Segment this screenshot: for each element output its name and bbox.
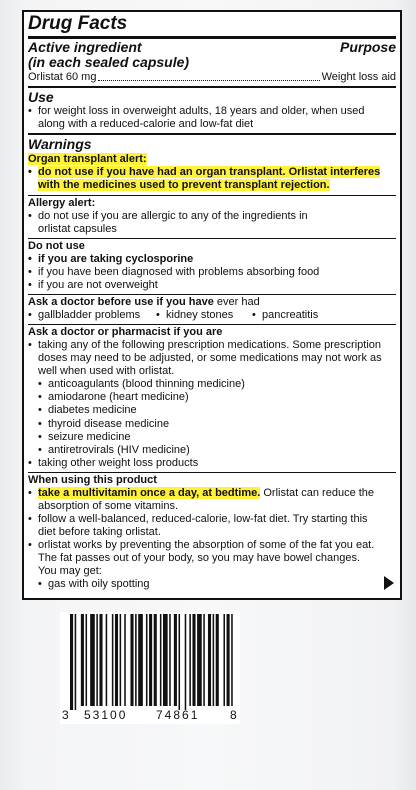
barcode-bar [130,614,133,706]
other-products-item: • taking other weight loss products [28,457,396,470]
barcode-bar [185,614,187,710]
barcode-bar [96,614,98,706]
do-not-use-item: • if you are not overweight [28,279,396,292]
barcode-bar [90,614,95,706]
barcode-bar [75,614,77,710]
barcode-bar [135,614,137,706]
works-item: • orlistat works by preventing the absorption of some of the fat you eat. The fat passes out of your body, so you may have bowel changes. You may get: [28,539,396,578]
barcode-bar [227,614,230,706]
barcode-bar [216,614,219,706]
purpose-heading: Purpose [339,39,396,55]
condition-item: • kidney stones [156,309,252,322]
medication-item: • seizure medicine [28,431,396,444]
barcode-bar [189,614,191,706]
barcode-bar [154,614,157,706]
dot-leader [98,80,319,81]
barcode-bar [149,614,152,706]
barcode-bar [192,614,195,706]
do-not-use-heading: Do not use [28,240,85,252]
effect-item: • gas with oily spotting [28,578,396,591]
barcode-bar [115,614,118,706]
do-not-use-item: • if you are taking cyclosporine [28,253,396,266]
barcode-bar [197,614,202,706]
when-using-heading: When using this product [28,474,157,487]
active-ingredient-heading: Active ingredient (in each sealed capsule) [28,39,190,70]
medication-item: • antiretrovirals (HIV medicine) [28,444,396,457]
ingredient-name: Orlistat 60 mg [28,71,97,83]
ask-pharmacist-intro: • taking any of the following prescription medications. Some prescription doses may need to be adjusted, or some medications may not work as well when used with orlistat. [28,339,396,378]
medication-item: • diabetes medicine [28,404,396,417]
barcode [60,612,240,724]
do-not-use-item: • if you have been diagnosed with problems absorbing food [28,266,396,279]
medication-item: • anticoagulants (blood thinning medicine) [28,378,396,391]
barcode-bar [81,614,84,706]
medication-item: • thyroid disease medicine [28,418,396,431]
diet-item: • follow a well-balanced, reduced-calorie, low-fat diet. Try starting this diet before taking orlistat. [28,513,396,539]
use-heading: Use [28,89,54,105]
barcode-bar [169,614,171,706]
drug-facts-content [28,12,396,591]
barcode-bar [86,614,88,706]
condition-item: • pancreatitis [252,309,318,322]
barcode-bar [124,614,126,706]
transplant-heading: Organ transplant alert: [28,153,147,165]
barcode-bars [60,612,240,710]
barcode-bar [160,614,162,706]
barcode-bar [179,614,181,710]
barcode-bar [203,614,205,706]
ask-pharmacist-heading: Ask a doctor or pharmacist if you are [28,326,223,338]
drug-facts-panel [22,10,402,600]
barcode-bar [208,614,211,706]
barcode-bar [138,614,143,706]
warnings-heading: Warnings [28,136,92,152]
barcode-group-1: 53100 [84,708,128,722]
barcode-group-2: 74861 [156,708,200,722]
barcode-bar [99,614,102,706]
barcode-bar [163,614,168,706]
ask-doctor-conditions [28,309,396,322]
transplant-warning: • do not use if you have had an organ transplant. Orlistat interferes with the medicines used to prevent transplant rejection. [28,166,396,192]
medication-item: • amiodarone (heart medicine) [28,391,396,404]
ask-doctor-heading: Ask a doctor before use if you have ever had [28,296,260,308]
drug-facts-title: Drug Facts [28,13,396,39]
continue-arrow-icon [384,576,394,590]
barcode-bar [120,614,122,706]
ingredient-row [28,70,396,88]
allergy-heading: Allergy alert: [28,197,96,209]
condition-item: • gallbladder problems [28,309,156,322]
barcode-bar [223,614,225,706]
barcode-bar [213,614,215,706]
barcode-digit-right: 8 [230,708,237,722]
barcode-bar [70,614,73,710]
multivitamin-item: • take a multivitamin once a day, at bedtime. Orlistat can reduce the absorption of some vitamins. [28,487,396,513]
barcode-digit-left: 3 [62,708,69,722]
active-ingredient-header [28,39,396,70]
barcode-bar [112,614,114,706]
barcode-bar [106,614,108,706]
barcode-bar [231,614,233,706]
use-text: • for weight loss in overweight adults, 18 years and older, when used along with a reduced-calorie and low-fat diet [28,105,396,131]
barcode-bar [174,614,177,706]
allergy-warning: • do not use if you are allergic to any of the ingredients in orlistat capsules [28,210,396,236]
barcode-bar [146,614,148,706]
ingredient-purpose: Weight loss aid [321,71,396,83]
